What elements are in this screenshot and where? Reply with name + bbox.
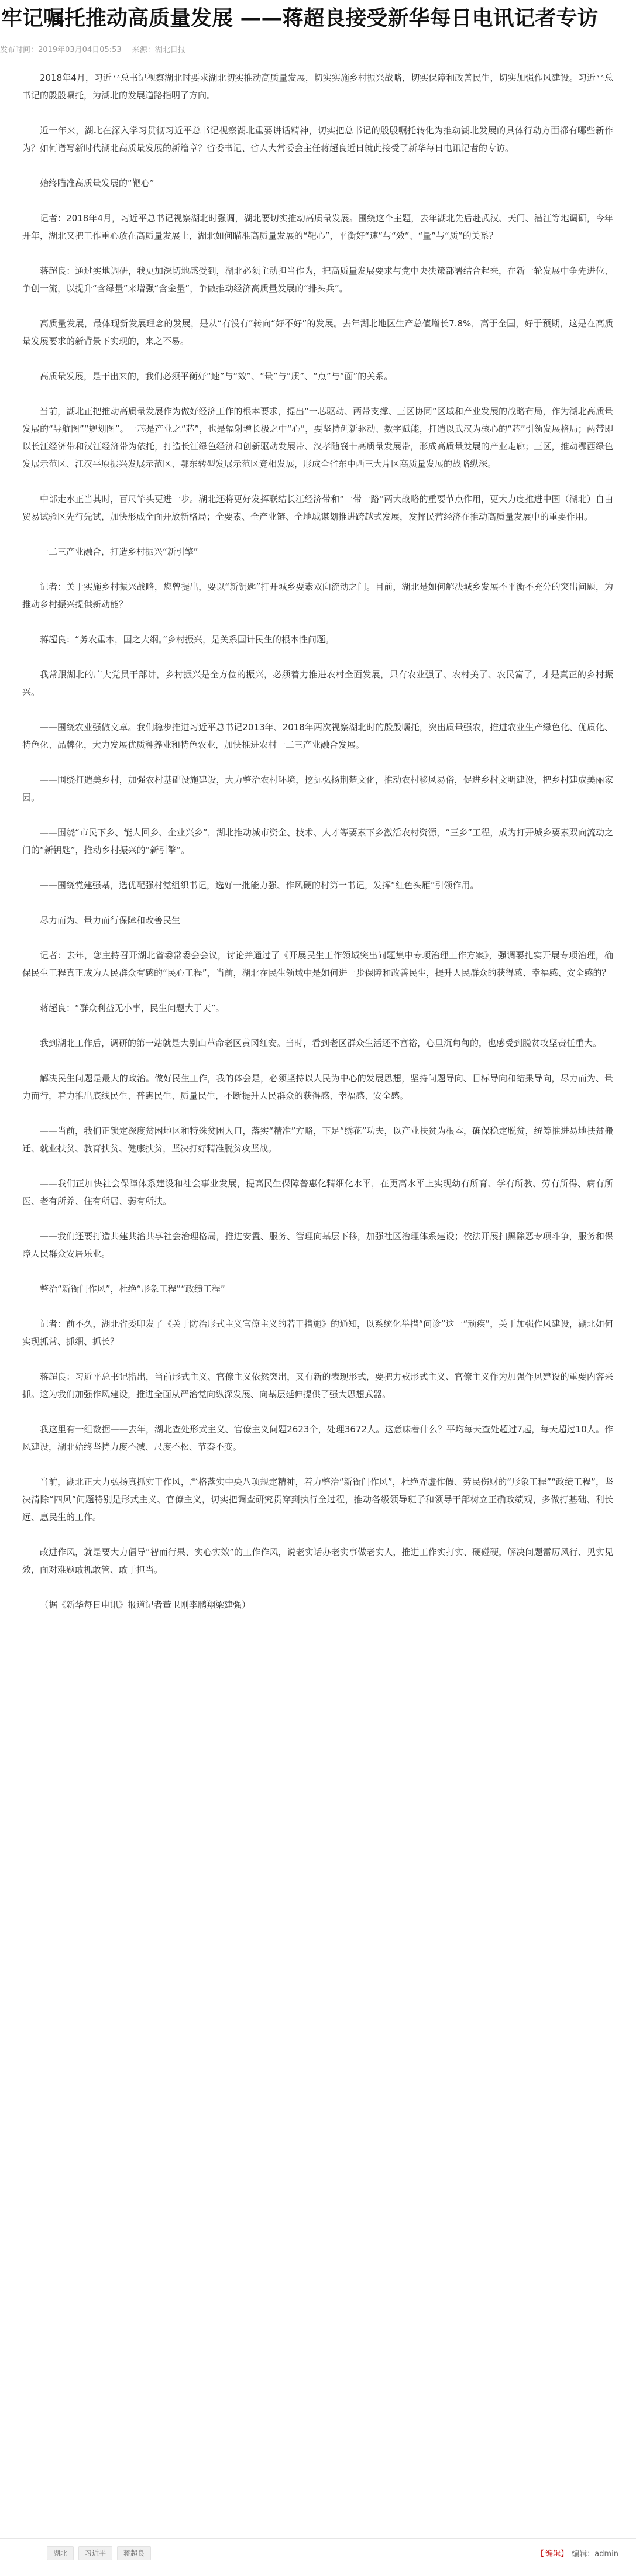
article-paragraph: 蒋超良：通过实地调研，我更加深切地感受到，湖北必须主动担当作为，把高质量发展要求与党中央决策部署结合起来，在新一轮发展中争先进位、争创一流，以提升“含绿量”来增强“含金量”，争做推动经济高质量发展的“排头兵”。: [22, 266, 613, 294]
section-heading: 整治“新衙门作风”，杜绝“形象工程”“政绩工程”: [40, 1284, 225, 1294]
article-paragraph: 2018年4月，习近平总书记视察湖北时要求湖北切实推动高质量发展，切实实施乡村振兴战略，切实保障和改善民生，切实加强作风建设。习近平总书记的殷殷嘱托，为湖北的发展道路指明了方向。: [22, 73, 613, 101]
source-note: （据《新华每日电讯》报道记者董卫刚李鹏翔梁建强）: [40, 1600, 251, 1610]
article-paragraph: 记者：关于实施乡村振兴战略，您曾提出，要以“新钥匙”打开城乡要素双向流动之门。目前，湖北是如何解决城乡发展不平衡不充分的突出问题，为推动乡村振兴提供新动能？: [22, 582, 613, 610]
article-paragraph: 当前，湖北正大力弘扬真抓实干作风，严格落实中央八项规定精神，着力整治“新衙门作风”，杜绝弄虚作假、劳民伤财的“形象工程”“政绩工程”，坚决清除“四风”问题特别是形式主义、官僚主义，切实把调查研究贯穿到执行全过程，推动各级领导班子和领导干部树立正确政绩观，多做打基础、利长远、惠民生的工作。: [22, 1477, 613, 1522]
tag-link[interactable]: 习近平: [78, 2546, 112, 2560]
article-paragraph: 记者：去年，您主持召开湖北省委常委会会议，讨论并通过了《开展民生工作领域突出问题集中专项治理工作方案》，强调要扎实开展专项治理，确保民生工程真正成为人民群众有感的“民心工程”，当前，湖北在民生领域中是如何进一步保障和改善民生，提升人民群众的获得感、幸福感、安全感的？: [22, 950, 613, 978]
article-paragraph: 记者：前不久，湖北省委印发了《关于防治形式主义官僚主义的若干措施》的通知，以系统化举措“问诊”这一“顽疾”，关于加强作风建设，湖北如何实现抓常、抓细、抓长？: [22, 1319, 613, 1347]
footer-divider: [0, 2538, 636, 2539]
section-heading: 一二三产业融合，打造乡村振兴“新引擎”: [40, 546, 198, 557]
article-paragraph: 改进作风，就是要大力倡导“智而行果、实心实效”的工作作风，说老实话办老实事做老实人，推进工作实打实、硬碰硬，解决问题雷厉风行、见实见效，面对难题敢抓敢管、敢于担当。: [22, 1547, 613, 1575]
editor-info: [537, 2547, 618, 2558]
article-paragraph: 我这里有一组数据——去年，湖北查处形式主义、官僚主义问题2623个，处理3672人。这意味着什么？平均每天查处超过7起，每天超过10人。作风建设，湖北始终坚持力度不减、尺度不松、节奏不变。: [22, 1424, 613, 1452]
article-footer: [0, 2539, 636, 2563]
article-paragraph: 蒋超良：习近平总书记指出，当前形式主义、官僚主义依然突出，又有新的表现形式，要把力戒形式主义、官僚主义作为加强作风建设的重要内容来抓。这为我们加强作风建设，推进全面从严治党向纵深发展、向基层延伸提供了强大思想武器。: [22, 1371, 613, 1399]
article-body: [22, 69, 613, 1631]
article-paragraph: ——围绕农业强做文章。我们稳步推进习近平总书记2013年、2018年两次视察湖北时的殷殷嘱托，突出质量强农，推进农业生产绿色化、优质化、特色化、品牌化，大力发展优质种养业和特色农业，加快推进农村一二三产业融合发展。: [22, 722, 613, 750]
tag-link[interactable]: 湖北: [47, 2546, 74, 2560]
article-paragraph: 高质量发展，是干出来的，我们必须平衡好“速”与“效”、“量”与“质”、“点”与“面”的关系。: [40, 371, 393, 381]
article-paragraph: 蒋超良：“务农重本，国之大纲。”乡村振兴，是关系国计民生的根本性问题。: [40, 634, 335, 645]
article-paragraph: ——围绕打造美乡村，加强农村基础设施建设，大力整治农村环境，挖掘弘扬荆楚文化，推动农村移风易俗，促进乡村文明建设，把乡村建成美丽家园。: [22, 775, 613, 803]
article-paragraph: 记者：2018年4月，习近平总书记视察湖北时强调，湖北要切实推动高质量发展。围绕这个主题，去年湖北先后赴武汉、天门、潜江等地调研，今年开年，湖北又把工作重心放在高质量发展上，湖北如何瞄准高质量发展的“靶心”，平衡好“速”与“效”、“量”与“质”的关系？: [22, 213, 613, 241]
tag-link[interactable]: 蒋超良: [117, 2546, 151, 2560]
article-paragraph: ——我们还要打造共建共治共享社会治理格局，推进安置、服务、管理向基层下移，加强社区治理体系建设；依法开展扫黑除恶专项斗争，服务和保障人民群众安居乐业。: [22, 1231, 613, 1259]
article-paragraph: ——围绕党建强基，选优配强村党组织书记，选好一批能力强、作风硬的村第一书记，发挥“红色头雁”引领作用。: [40, 880, 479, 890]
editor-label: 编辑: [545, 2550, 561, 2558]
article-paragraph: 中部走水正当其时，百尺竿头更进一步。湖北还将更好发挥联结长江经济带和“一带一路”两大战略的重要节点作用，更大力度推进中国（湖北）自由贸易试验区先行先试，加快形成全面开放新格局；全要素、全产业链、全地域谋划推进跨越式发展，发挥民营经济在推动高质量发展中的重要作用。: [22, 494, 613, 522]
article-paragraph: ——当前，我们正锁定深度贫困地区和特殊贫困人口，落实“精准”方略，下足“绣花”功夫，以产业扶贫为根本，确保稳定脱贫，统筹推进易地扶贫搬迁、就业扶贫、教育扶贫、健康扶贫，坚决打好精准脱贫攻坚战。: [22, 1126, 613, 1154]
section-heading: 尽力而为、量力而行保障和改善民生: [40, 915, 181, 926]
article-paragraph: ——我们正加快社会保障体系建设和社会事业发展，提高民生保障普惠化精细化水平，在更高水平上实现幼有所育、学有所教、劳有所得、病有所医、老有所养、住有所居、弱有所扶。: [22, 1178, 613, 1206]
section-heading: 始终瞄准高质量发展的“靶心”: [40, 178, 154, 188]
article-meta: [0, 43, 636, 54]
article-paragraph: 蒋超良：“群众利益无小事，民生问题大于天”。: [40, 1003, 225, 1013]
article-paragraph: 解决民生问题是最大的政治。做好民生工作，我的体会是，必须坚持以人民为中心的发展思想，坚持问题导向、目标导向和结果导向，尽力而为、量力而行，着力推出底线民生、普惠民生、质量民生，不断提升人民群众的获得感、幸福感、安全感。: [22, 1073, 613, 1101]
article-paragraph: 我常跟湖北的广大党员干部讲，乡村振兴是全方位的振兴，必须着力推进农村全面发展，只有农业强了、农村美了、农民富了，才是真正的乡村振兴。: [22, 669, 613, 697]
tag-list: [47, 2546, 156, 2560]
editor-name: 编辑：admin: [572, 2550, 618, 2558]
publish-time: 发布时间：2019年03月04日05:53: [0, 46, 122, 54]
article-paragraph: ——围绕“市民下乡、能人回乡、企业兴乡”，湖北推动城市资金、技术、人才等要素下乡激活农村资源，“三乡”工程，成为打开城乡要素双向流动之门的“新钥匙”，推动乡村振兴的“新引擎”。: [22, 827, 613, 855]
article-source: 来源：湖北日报: [132, 46, 185, 54]
article-paragraph: 我到湖北工作后，调研的第一站就是大别山革命老区黄冈红安。当时，看到老区群众生活还不富裕，心里沉甸甸的，也感受到脱贫攻坚责任重大。: [40, 1038, 602, 1048]
editor-bracket-close-icon: 】: [561, 2550, 569, 2558]
editor-bracket-icon: 【: [537, 2550, 545, 2558]
article-paragraph: 近一年来，湖北在深入学习贯彻习近平总书记视察湖北重要讲话精神，切实把总书记的殷殷嘱托转化为推动湖北发展的具体行动方面都有哪些新作为？如何谱写新时代湖北高质量发展的新篇章？省委书记、省人大常委会主任蒋超良近日就此接受了新华每日电讯记者的专访。: [22, 125, 613, 153]
article-paragraph: 高质量发展，最体现新发展理念的发展，是从“有没有”转向“好不好”的发展。去年湖北地区生产总值增长7.8%，高于全国，好于预期，这是在高质量发展要求的新背景下实现的，来之不易。: [22, 318, 613, 346]
article-title: 牢记嘱托推动高质量发展 ——蒋超良接受新华每日电讯记者专访: [1, 6, 599, 30]
article-paragraph: 当前，湖北正把推动高质量发展作为做好经济工作的根本要求，提出“一芯驱动、两带支撑、三区协同”区域和产业发展的战略布局，作为湖北高质量发展的“导航图”“规划图”。一芯是产业之“芯”，也是辐射增长极之中“心”，要坚持创新驱动、数字赋能，打造以武汉为核心的“芯”引领发展格局；两带即以长江经济带和汉江经济带为依托，打造长江绿色经济和创新驱动发展带、汉孝随襄十高质量发展带，形成高质量发展的产业走廊；三区，推动鄂西绿色发展示范区、江汉平原振兴发展示范区、鄂东转型发展示范区竞相发展，形成全省东中西三大片区高质量发展的战略纵深。: [22, 406, 613, 469]
